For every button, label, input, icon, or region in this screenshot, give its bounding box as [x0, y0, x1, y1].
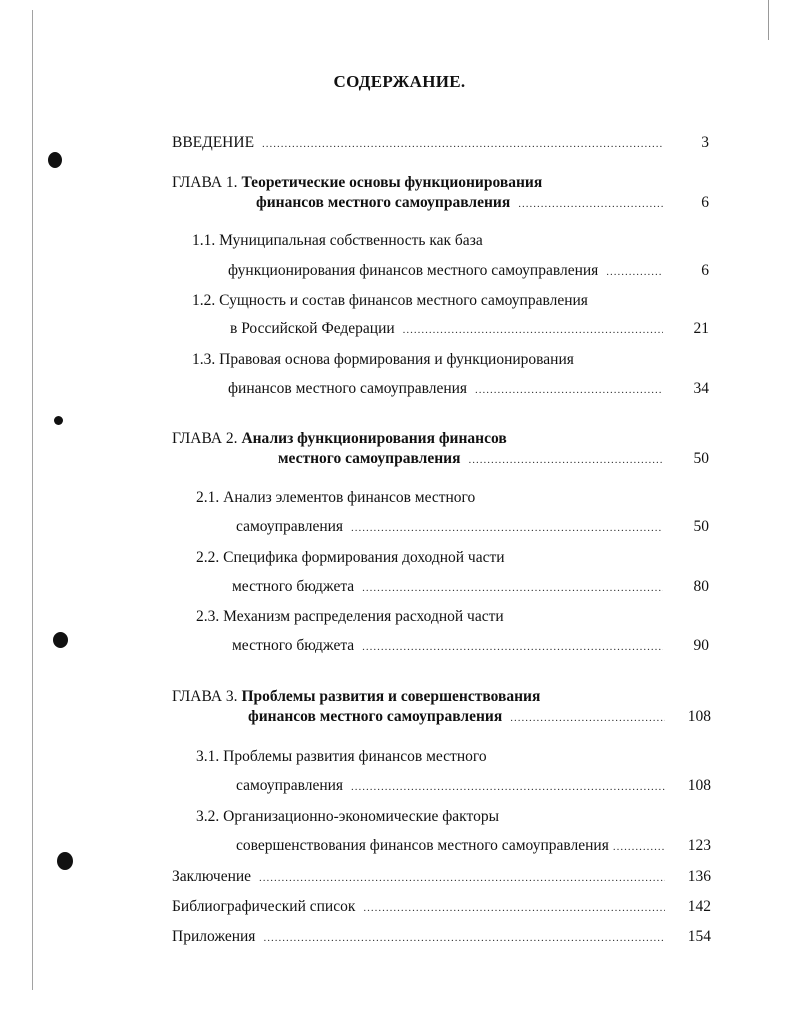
section-title-cont: в Российской Федерации [230, 320, 395, 337]
chapter-prefix: ГЛАВА 1. [172, 174, 238, 191]
section-title: Проблемы развития финансов местного [223, 748, 487, 765]
section-title-cont: самоуправления [236, 518, 344, 535]
toc-page-number: 50 [693, 450, 709, 467]
toc-section-2-1 [196, 489, 475, 507]
section-number: 1.1. [192, 232, 216, 249]
toc-section-2-3 [196, 608, 504, 626]
toc-section-1-1 [192, 232, 483, 250]
toc-page-number: 154 [687, 928, 711, 945]
toc-section-3-1 [196, 748, 487, 766]
chapter-title-cont: финансов местного самоуправления [256, 194, 511, 211]
toc-chapter-3-heading [172, 688, 540, 706]
dot-leader [518, 198, 663, 210]
toc-section-1-3-line2 [228, 380, 709, 402]
toc-chapter-1-line2 [256, 194, 709, 216]
toc-page-number: 6 [701, 194, 709, 211]
punch-hole-mark [57, 852, 73, 870]
chapter-title-cont: финансов местного самоуправления [248, 708, 503, 725]
section-title: Муниципальная собственность как база [219, 232, 483, 249]
toc-page-number: 21 [693, 320, 709, 337]
toc-page-number: 142 [687, 898, 711, 915]
toc-page-number: 108 [687, 708, 711, 725]
toc-section-1-2-line2 [230, 320, 709, 342]
section-title-cont: местного бюджета [232, 578, 355, 595]
toc-chapter-1-heading [172, 174, 542, 192]
section-title: Организационно-экономические факторы [223, 808, 499, 825]
toc-section-3-2 [196, 808, 499, 826]
section-number: 1.2. [192, 292, 216, 309]
toc-chapter-2-line2 [278, 450, 709, 472]
section-title-cont: местного бюджета [232, 637, 355, 654]
dot-leader [351, 781, 665, 793]
dot-leader [351, 522, 663, 534]
dot-leader [613, 841, 665, 853]
toc-entry-intro [172, 134, 709, 156]
toc-section-2-1-line2 [236, 518, 709, 540]
toc-page-number: 136 [687, 868, 711, 885]
chapter-title: Теоретические основы функционирования [241, 174, 543, 191]
toc-entry-label: Библиографический список [172, 898, 356, 915]
section-number: 1.3. [192, 351, 216, 368]
toc-section-1-2 [192, 292, 588, 310]
section-title: Специфика формирования доходной части [223, 549, 505, 566]
toc-page-number: 90 [693, 637, 709, 654]
toc-entry-label: ВВЕДЕНИЕ [172, 134, 255, 151]
toc-section-2-2 [196, 549, 505, 567]
section-title: Анализ элементов финансов местного [223, 489, 476, 506]
dot-leader [475, 384, 663, 396]
section-title-cont: финансов местного самоуправления [228, 380, 468, 397]
toc-section-1-3 [192, 351, 574, 369]
section-title-cont: совершенствования финансов местного самоуправления [236, 837, 609, 854]
toc-chapter-2-heading [172, 430, 507, 448]
toc-entry-appendix [172, 928, 711, 950]
section-title: Правовая основа формирования и функционирования [219, 351, 574, 368]
dot-leader [262, 138, 663, 150]
dot-leader [363, 902, 665, 914]
dot-leader [259, 872, 665, 884]
dot-leader [362, 641, 663, 653]
toc-section-2-3-line2 [232, 637, 709, 659]
toc-entry-label: Приложения [172, 928, 256, 945]
toc-page-number: 34 [693, 380, 709, 397]
chapter-title-cont: местного самоуправления [278, 450, 461, 467]
section-title: Механизм распределения расходной части [223, 608, 504, 625]
toc-page-number: 6 [701, 262, 709, 279]
page-title: СОДЕРЖАНИЕ. [333, 72, 466, 91]
toc-entry-conclusion [172, 868, 711, 890]
toc-page-number: 108 [687, 777, 711, 794]
dot-leader [362, 582, 663, 594]
section-number: 3.2. [196, 808, 220, 825]
punch-hole-mark [53, 632, 68, 648]
toc-section-2-2-line2 [232, 578, 709, 600]
dot-leader [263, 932, 665, 944]
scan-edge-line [32, 10, 33, 990]
toc-page-number: 50 [693, 518, 709, 535]
toc-page-number: 123 [687, 837, 711, 854]
punch-hole-mark [48, 152, 62, 168]
chapter-prefix: ГЛАВА 3. [172, 688, 238, 705]
dot-leader [510, 712, 665, 724]
chapter-title: Анализ функционирования финансов [241, 430, 507, 447]
toc-entry-label: Заключение [172, 868, 252, 885]
chapter-title: Проблемы развития и совершенствования [241, 688, 541, 705]
toc-chapter-3-line2 [248, 708, 711, 730]
scan-edge-line [768, 0, 769, 40]
section-title-cont: самоуправления [236, 777, 344, 794]
toc-section-1-1-line2 [228, 262, 709, 284]
toc-section-3-1-line2 [236, 777, 711, 799]
dot-leader [403, 324, 663, 336]
section-title: Сущность и состав финансов местного самоуправления [219, 292, 588, 309]
toc-section-3-2-line2 [236, 837, 711, 859]
dot-leader [468, 454, 663, 466]
toc-entry-bibliography [172, 898, 711, 920]
section-number: 2.3. [196, 608, 220, 625]
dot-leader [606, 266, 663, 278]
section-number: 3.1. [196, 748, 220, 765]
punch-hole-mark [54, 416, 63, 425]
section-number: 2.2. [196, 549, 220, 566]
chapter-prefix: ГЛАВА 2. [172, 430, 238, 447]
toc-page-number: 3 [701, 134, 709, 151]
toc-page-number: 80 [693, 578, 709, 595]
section-number: 2.1. [196, 489, 220, 506]
section-title-cont: функционирования финансов местного самоуправления [228, 262, 599, 279]
